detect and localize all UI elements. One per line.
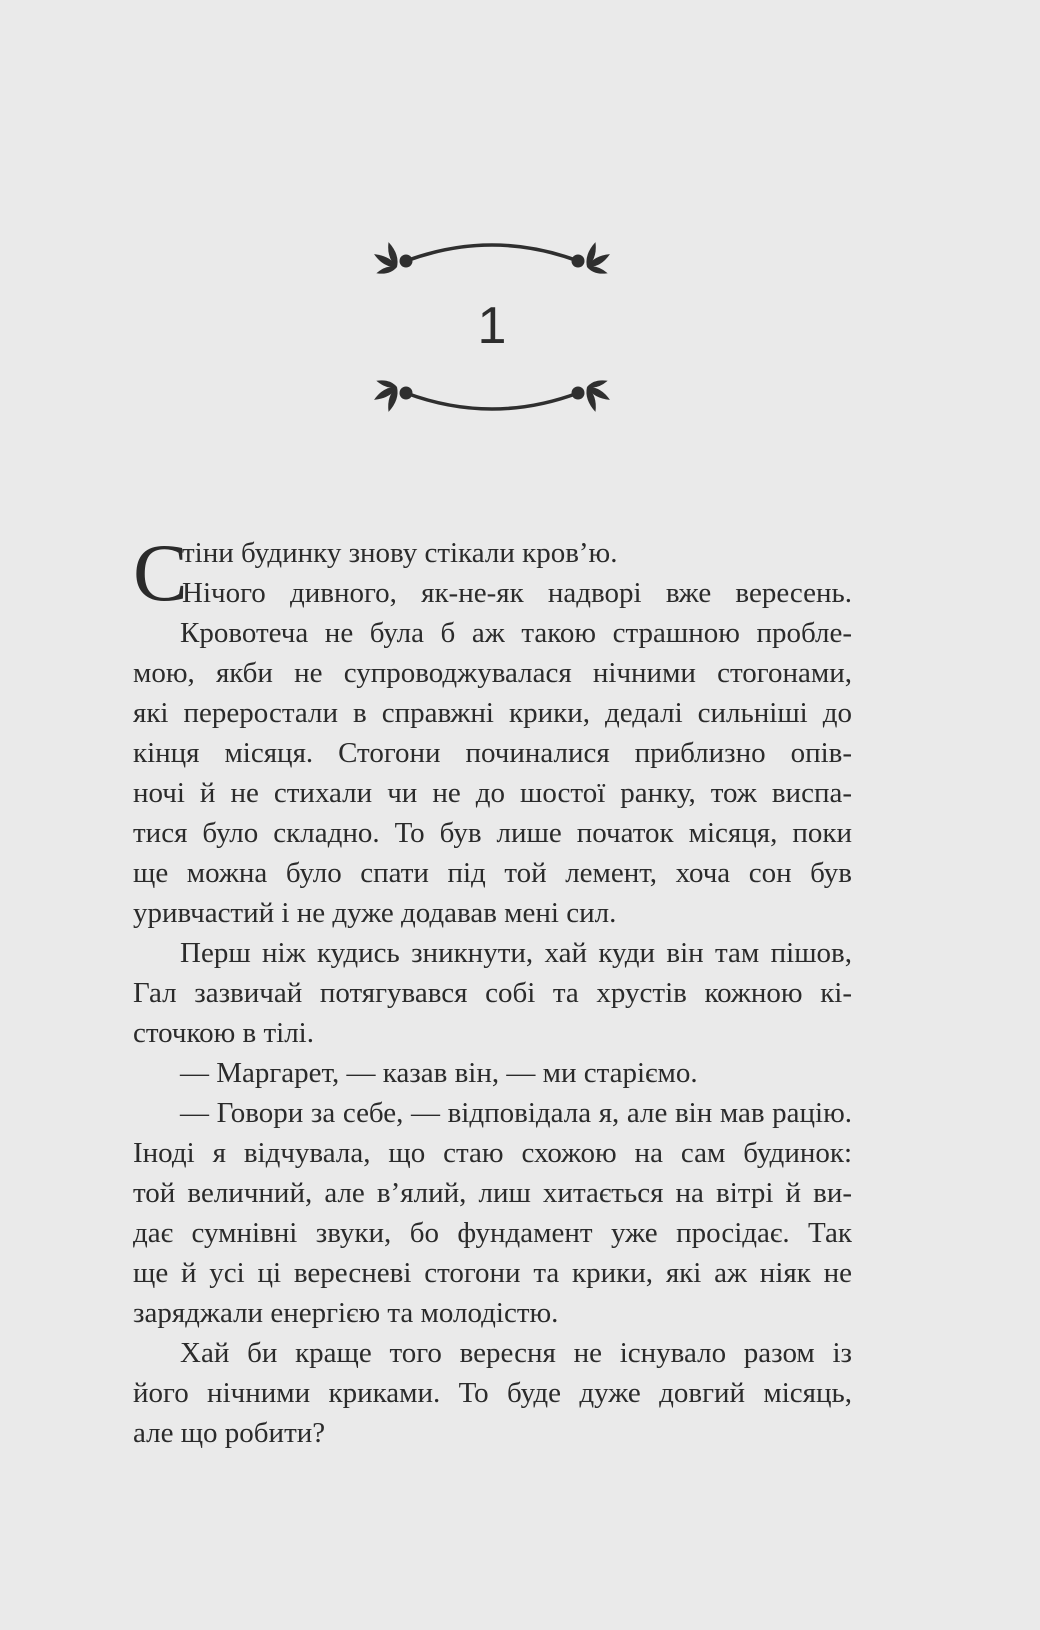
text-line: Перш ніж кудись зникнути, хай куди він там пішов, bbox=[180, 937, 852, 969]
text-line: Нічого дивного, як-не-як надворі вже вересень. bbox=[182, 577, 852, 609]
text-line: його нічними криками. То буде дуже довгий місяць, bbox=[133, 1377, 852, 1409]
text-line: Хай би краще того вересня не існувало разом із bbox=[180, 1337, 852, 1369]
text-line: — Говори за себе, — відповідала я, але він мав рацію. bbox=[180, 1097, 852, 1129]
chapter-header bbox=[362, 240, 622, 410]
text-line: кінця місяця. Стогони починалися приблизно опів- bbox=[133, 737, 852, 769]
ornament-dot bbox=[572, 387, 585, 400]
ornament-dot bbox=[572, 255, 585, 268]
text-line: але що робити? bbox=[133, 1417, 326, 1449]
text-line: ще й усі ці вересневі стогони та крики, які аж ніяк не bbox=[133, 1257, 852, 1289]
ornament-bottom-arc bbox=[406, 393, 578, 409]
text-line: Кровотеча не була б аж такою страшною пробле- bbox=[180, 617, 852, 649]
text-line: — Маргарет, — казав він, — ми старіємо. bbox=[180, 1057, 698, 1089]
text-line: ще можна було спати під той лемент, хоча сон був bbox=[133, 857, 852, 889]
opening-lines bbox=[182, 533, 852, 613]
floral-sprig-icon bbox=[585, 241, 611, 275]
ornament-dot bbox=[400, 255, 413, 268]
text-line: Іноді я відчувала, що стаю схожою на сам будинок: bbox=[133, 1137, 852, 1169]
text-line: уривчастий і не дуже додавав мені сил. bbox=[133, 897, 617, 929]
text-line: сточкою в тілі. bbox=[133, 1017, 314, 1049]
text-line: ночі й не стихали чи не до шостої ранку, тож виспа- bbox=[133, 777, 852, 809]
ornament-top-arc bbox=[406, 245, 578, 261]
text-line: які переростали в справжні крики, дедалі сильніші до bbox=[133, 697, 852, 729]
chapter-number: 1 bbox=[477, 297, 507, 355]
floral-sprig-icon bbox=[585, 379, 611, 413]
floral-sprig-icon bbox=[373, 379, 399, 413]
text-line: тіни будинку знову стікали кров’ю. bbox=[182, 537, 618, 569]
text-block bbox=[133, 527, 852, 1453]
ornament-dot bbox=[400, 387, 413, 400]
opening-paragraph bbox=[133, 527, 852, 618]
text-line: мою, якби не супроводжувалася нічними стогонами, bbox=[133, 657, 852, 689]
text-line: той величний, але в’ялий, лиш хитається на вітрі й ви- bbox=[133, 1177, 852, 1209]
text-line: заряджали енергією та молодістю. bbox=[133, 1297, 559, 1329]
text-line: тися було складно. То був лише початок місяця, поки bbox=[133, 817, 852, 849]
text-line: Гал зазвичай потягувався собі та хрустів кожною кі- bbox=[133, 977, 852, 1009]
drop-cap: С bbox=[133, 527, 188, 618]
text-line: дає сумнівні звуки, бо фундамент уже просідає. Так bbox=[133, 1217, 852, 1249]
floral-sprig-icon bbox=[373, 241, 399, 275]
